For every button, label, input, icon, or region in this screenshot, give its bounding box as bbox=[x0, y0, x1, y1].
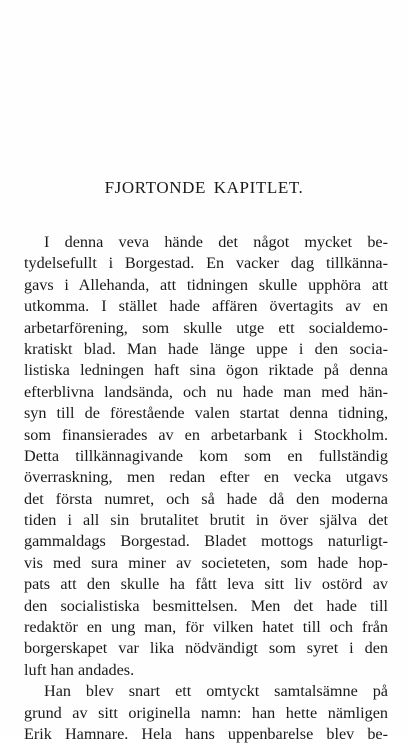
text-line: I denna veva hände det något mycket be- bbox=[44, 233, 388, 251]
text-line: överraskning, men redan efter en vecka utgavs bbox=[24, 468, 388, 487]
text-line: syn till de förestående valen startat denna tidning, bbox=[24, 404, 388, 423]
body-text bbox=[24, 232, 388, 745]
text-line: Han blev snart ett omtyckt samtalsämne på bbox=[44, 682, 388, 701]
text-line: som finansierades av en arbetarbank i Stockholm. bbox=[24, 425, 388, 444]
text-line: det första numret, och så hade då den moderna bbox=[24, 489, 388, 508]
text-line: luft han andades. bbox=[24, 660, 135, 679]
chapter-title: FJORTONDE KAPITLET. bbox=[104, 178, 304, 197]
text-line: Detta tillkännagivande kom som en fullständig bbox=[24, 446, 388, 465]
text-line: redaktör en ung man, för vilken hatet till och från bbox=[24, 618, 388, 637]
text-line: grund av sitt originella namn: han hette nämligen bbox=[24, 703, 388, 722]
text-line: efterblivna landsända, och nu hade man med hän- bbox=[24, 382, 388, 401]
text-line: tiden i all sin brutalitet brutit in över själva det bbox=[24, 511, 388, 530]
text-line: utkomma. I stället hade affären övertagits av en bbox=[24, 297, 388, 316]
paragraph-2 bbox=[24, 681, 388, 745]
text-line: kratiskt blad. Man hade länge uppe i den socia- bbox=[24, 339, 388, 358]
paragraph-1 bbox=[24, 232, 388, 681]
text-line: den socialistiska besmittelsen. Men det hade till bbox=[24, 596, 388, 615]
text-line: pats att den skulle ha fått leva sitt liv ostörd av bbox=[24, 575, 388, 594]
text-line: listiska ledningen haft sina ögon riktade på denna bbox=[24, 361, 388, 380]
text-line: borgerskapet var lika nödvändigt som syret i den bbox=[24, 639, 388, 658]
text-line: gavs i Allehanda, att tidningen skulle upphöra att bbox=[24, 275, 388, 294]
text-line: gammaldags Borgestad. Bladet mottogs naturligt- bbox=[24, 532, 388, 551]
text-line: vis med sura miner av societeten, som hade hop- bbox=[24, 553, 388, 572]
text-line: arbetarförening, som skulle utge ett socialdemo- bbox=[24, 318, 388, 337]
text-line: Erik Hamnare. Hela hans uppenbarelse blev be- bbox=[24, 724, 388, 743]
text-line: tydelsefullt i Borgestad. En vacker dag tillkänna- bbox=[24, 254, 388, 273]
